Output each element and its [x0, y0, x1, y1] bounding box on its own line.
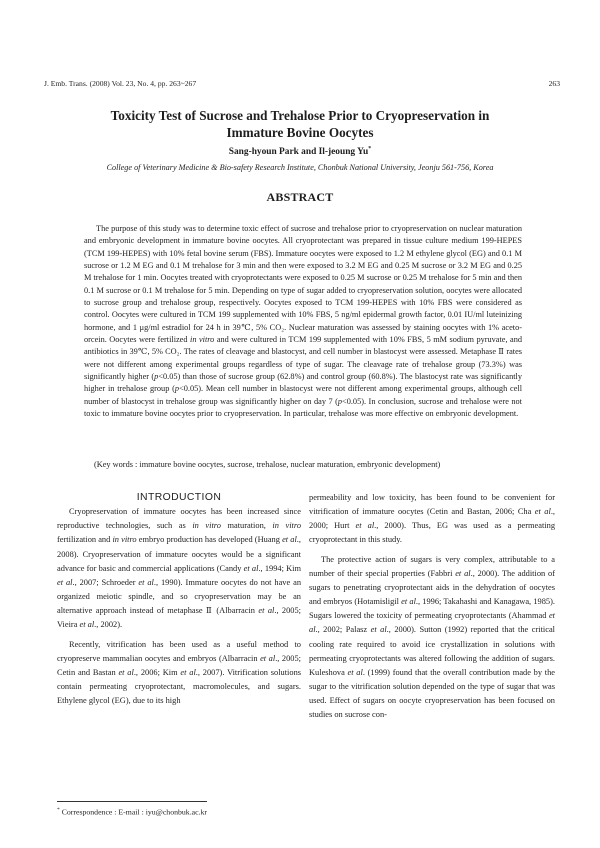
footnote-mark: * — [57, 807, 60, 813]
title-line-2: Immature Bovine Oocytes — [226, 125, 374, 140]
page-number: 263 — [548, 79, 560, 88]
abstract-heading: ABSTRACT — [266, 190, 334, 204]
intro-paragraph-2: Recently, vitrification has been used as a useful method to cryopreserve mammalian oocytes and embryos (Albarracin et al., 2005; Cetin and Bastan et al., 2006; Kim et al., 2007). Vitrification solutions contain permeating cryoprotectant, macromolecules, and sugars. Ethylene glycol (EG), due to its high — [57, 639, 302, 706]
right-column — [309, 491, 555, 723]
authors — [40, 146, 560, 157]
abstract-body: The purpose of this study was to determine toxic effect of sucrose and trehalose prior to cryopreservation on nuclear maturation and embryonic development in immature bovine oocytes. All cryoprotectant was prepared in tissue culture medium 199-HEPES (TCM 199-HEPES) with 10% fetal bovine serum (FBS). Immature oocytes were exposed to 1.2 M ethylene glycol (EG) and 0.1 M sucrose or 1.2 M EG and 0.1 M trehalose for 3 min and then were exposed to 3.2 M EG and 0.25 M sucrose or 3.2 M EG and 0.25 M trehalose for 1 min. Oocytes treated with cryoprotectants were exposed to 0.25 M sucrose or 0.25 M trehalose for 5 min and then 0.1 M sucrose or 0.1 M trehalose for 5 min. Depending on type of sugar added to cryopreservation solution, oocytes were allocated to sucrose group and trehalose group, respectively. Oocytes exposed to TCM 199-HEPES with 10% FBS were considered as control. Oocytes were cultured in TCM 199 supplemented with 10% FBS, 5 ng/ml epidermal growth factor, 0.01 IU/ml luteinizing hormone, and 1 μg/ml estradiol for 24 h in 39℃, 5% CO₂. Nuclear maturation was assessed by staining oocytes with 1% aceto-orcein. Oocytes were fertilized in vitro and were cultured in TCM 199 supplemented with 10% FBS, 5 mM sodium pyruvate, and antibiotics in 39℃, 5% CO₂. The rates of cleavage and blastocyst, and cell number in blastocyst were assessed. Metaphase Ⅱ rates were not different among experimental groups regardless of type of sugar. The cleavage rate of trehalose group (73.3%) was significantly higher (p<0.05) than those of sucrose group (62.8%) and control group (60.8%). The blastocyst rate was significantly higher in trehalose group (p<0.05). Mean cell number in blastocyst were not different among experimental groups, although cell number of blastocyst in trehalose group was significantly higher on day 7 (p<0.05). In conclusion, sucrose and trehalose were not toxic to immature bovine oocytes prior to cryopreservation. In particular, trehalose was more effective on embryonic development. — [84, 224, 523, 419]
author-names: Sang-hyoun Park and Il-jeoung Yu — [228, 147, 369, 158]
intro-paragraph-1: Cryopreservation of immature oocytes has been increased since reproductive technologies, such as in vitro maturation, in vitro fertilization and in vitro embryo production has developed (Huang et al., 2008). Cryopreservation of immature oocytes would be a significant advance for basic and commercial applications (Candy et al., 1994; Kim et al., 2007; Schroeder et al., 1990). Immature oocytes do not have an organized meiotic spindle, and so cryopreservation may be an alternative approach instead of metaphase Ⅱ (Albarracin et al., 2005; Vieira et al., 2002). — [57, 507, 302, 630]
running-header — [44, 79, 560, 91]
corresponding-mark: * — [368, 146, 372, 152]
journal-citation: J. Emb. Trans. (2008) Vol. 23, No. 4, pp. 263~267 — [44, 79, 197, 88]
affiliation: College of Veterinary Medicine & Bio-safety Research Institute, Chonbuk National University, Jeonju 561-756, Korea — [106, 163, 494, 172]
left-column — [57, 491, 301, 708]
intro-paragraph-4: The protective action of sugars is very complex, attributable to a number of their special properties (Fabbri et al., 2000). The addition of sugars to penetrating cryoprotectant aids in the dehydration of oocytes and embryos (Hotamisligil et al., 1996; Takahashi and Kanagawa, 1985). Sugars lowered the toxicity of permeating cryoprotectants (Ahammad et al., 2002; Palasz et al., 2000). Sutton (1992) reported that the critical cooling rate required to avoid ice crystallization in solutions with permeating cryoprotectants was altered following the addition of sugars. Kuleshova et al. (1999) found that the overall contribution made by the sugar to the vitrification solution depended on the type of sugar that was used. Effect of sugars on oocyte cryopreservation has been focused on studies on sucrose con- — [309, 554, 555, 720]
paper-title — [40, 107, 560, 141]
keywords: (Key words : immature bovine oocytes, sucrose, trehalose, nuclear maturation, embryonic development) — [94, 460, 441, 469]
correspondence-footnote — [57, 807, 207, 817]
title-line-1: Toxicity Test of Sucrose and Trehalose Prior to Cryopreservation in — [110, 108, 490, 123]
correspondence-email: Correspondence : E-mail : iyu@chonbuk.ac.kr — [59, 807, 208, 817]
introduction-heading: INTRODUCTION — [136, 492, 222, 503]
intro-paragraph-3: permeability and low toxicity, has been found to be convenient for vitrification of immature oocytes (Cetin and Bastan, 2006; Cha et al., 2000; Hurt et al., 2000). Thus, EG was used as a permeating cryoprotectant in this study. — [309, 493, 556, 545]
footnote-divider — [57, 801, 207, 802]
